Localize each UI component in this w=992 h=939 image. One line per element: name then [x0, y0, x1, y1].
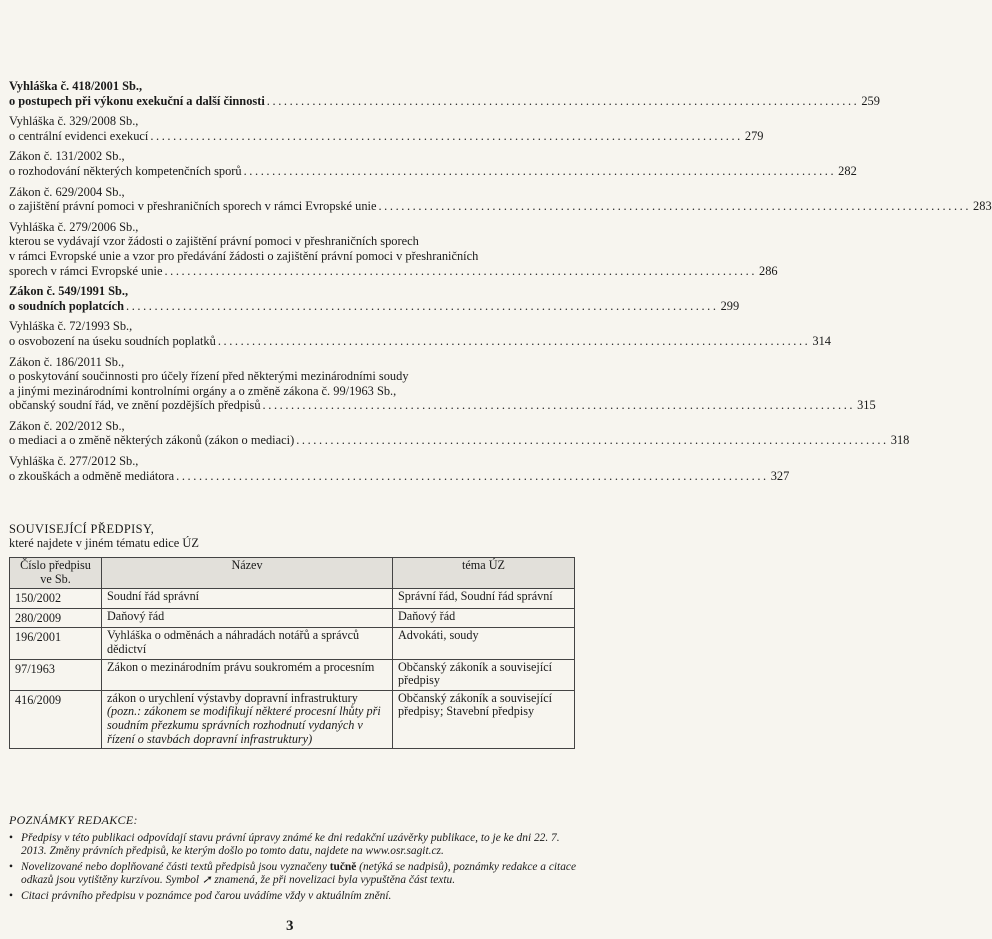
cell-name	[102, 659, 393, 690]
table-row	[10, 659, 575, 690]
note-item	[9, 832, 584, 858]
table-of-contents	[9, 79, 992, 489]
note-text-post: (netýká se nadpisů), poznámky redakce a citace odkazů jsou vytištěny kurzívou. Symbol ➚ znamená, že při novelizaci byla vypuštěna část textu.	[21, 861, 577, 887]
toc-entry	[9, 284, 740, 313]
toc-entry-line: v rámci Evropské unie a vzor pro předávání žádosti o zajištění právní pomoci v přeshraničních	[9, 248, 479, 263]
cell-number: 97/1963	[10, 659, 102, 690]
toc-entry-subject: o soudních poplatcích	[9, 298, 124, 313]
regulation-name: zákon o urychlení výstavby dopravní infrastruktury	[107, 690, 358, 705]
toc-entry-line: kterou se vydávají vzor žádosti o zajištění právní pomoci v přeshraničních sporech	[9, 234, 419, 249]
toc-page-number: 286	[759, 263, 778, 278]
toc-entry-title: Vyhláška č. 329/2008 Sb.,	[9, 114, 139, 129]
related-regulations-heading	[9, 523, 199, 551]
editorial-notes	[9, 814, 584, 907]
regulation-note: (pozn.: zákonem se modifikují některé procesní lhůty při soudním přezkumu správních rozhodnutí vydaných v řízení o stavbách dopravní infrastruktury)	[107, 704, 381, 746]
toc-entry-title: Zákon č. 202/2012 Sb.,	[9, 418, 125, 433]
note-text-bold: tučně	[329, 861, 357, 874]
column-header-topic: téma ÚZ	[393, 558, 575, 589]
cell-number: 416/2009	[10, 690, 102, 748]
toc-entry-title: Vyhláška č. 279/2006 Sb.,	[9, 219, 139, 234]
page-number: 3	[286, 918, 294, 934]
toc-page-number: 299	[720, 298, 740, 313]
bullet-icon: •	[9, 832, 13, 845]
related-title: SOUVISEJÍCÍ PŘEDPISY,	[9, 522, 155, 536]
regulation-name: Vyhláška o odměnách a náhradách notářů a správců dědictví	[107, 628, 360, 656]
bullet-icon: •	[9, 890, 13, 903]
toc-page-number: 283	[973, 199, 992, 214]
note-text	[21, 861, 584, 887]
leader-dots: ........................................................................................................	[217, 333, 811, 348]
toc-entry-subject: o mediaci a o změně některých zákonů (zákon o mediaci)	[9, 433, 295, 448]
regulation-name: Zákon o mezinárodním právu soukromém a procesním	[107, 659, 375, 674]
bullet-icon: •	[9, 861, 13, 874]
cell-number: 280/2009	[10, 608, 102, 628]
leader-dots: ........................................................................................................	[266, 93, 860, 108]
toc-entry-title: Vyhláška č. 277/2012 Sb.,	[9, 454, 139, 469]
toc-entry-subject: o centrální evidenci exekucí	[9, 128, 149, 143]
toc-entry	[9, 149, 857, 178]
cell-name	[102, 608, 393, 628]
toc-entry-subject: o osvobození na úseku soudních poplatků	[9, 333, 216, 348]
note-item	[9, 890, 584, 903]
table-row	[10, 628, 575, 659]
toc-entry-title: Vyhláška č. 72/1993 Sb.,	[9, 319, 133, 334]
toc-page-number: 315	[857, 398, 876, 413]
cell-topic: Advokáti, soudy	[393, 628, 575, 659]
toc-entry-subject: sporech v rámci Evropské unie	[9, 263, 163, 278]
toc-page-number: 314	[812, 333, 831, 348]
column-header-name: Název	[102, 558, 393, 589]
table-header-row	[10, 558, 575, 589]
leader-dots: ........................................................................................................	[164, 263, 758, 278]
cell-name	[102, 690, 393, 748]
leader-dots: ........................................................................................................	[378, 199, 972, 214]
toc-entry-line: o poskytování součinnosti pro účely řízení před některými mezinárodními soudy	[9, 369, 409, 384]
leader-dots: ........................................................................................................	[126, 298, 719, 313]
toc-entry	[9, 219, 778, 278]
cell-topic: Daňový řád	[393, 608, 575, 628]
toc-entry-subject: o zkouškách a odměně mediátora	[9, 468, 175, 483]
toc-entry-title: Vyhláška č. 418/2001 Sb.,	[9, 79, 143, 93]
table-row	[10, 690, 575, 748]
cell-number: 196/2001	[10, 628, 102, 659]
toc-entry	[9, 79, 880, 108]
cell-topic: Správní řád, Soudní řád správní	[393, 589, 575, 609]
toc-entry-subject: o rozhodování některých kompetenčních sporů	[9, 163, 242, 178]
toc-page-number: 279	[744, 128, 764, 143]
cell-number: 150/2002	[10, 589, 102, 609]
leader-dots: ........................................................................................................	[296, 433, 889, 448]
toc-entry-subject: o zajištění právní pomoci v přeshraničních sporech v rámci Evropské unie	[9, 199, 377, 214]
note-text-pre: Novelizované nebo doplňované části textů předpisů jsou vyznačeny	[21, 861, 330, 874]
toc-entry	[9, 114, 764, 143]
toc-page-number: 259	[861, 93, 880, 108]
table-row	[10, 608, 575, 628]
toc-entry-subject: o postupech při výkonu exekuční a další činnosti	[9, 93, 265, 108]
column-header-number: Číslo předpisu ve Sb.	[10, 558, 102, 589]
leader-dots: ........................................................................................................	[243, 163, 837, 178]
cell-name	[102, 589, 393, 609]
leader-dots: ........................................................................................................	[176, 468, 769, 483]
toc-entry	[9, 319, 831, 348]
cell-topic: Občanský zákoník a související předpisy; Stavební předpisy	[393, 690, 575, 748]
leader-dots: ........................................................................................................	[150, 128, 743, 143]
toc-entry	[9, 418, 910, 448]
cell-name	[102, 628, 393, 659]
toc-entry-title: Zákon č. 131/2002 Sb.,	[9, 149, 125, 164]
table-row	[10, 589, 575, 609]
toc-entry-title: Zákon č. 629/2004 Sb.,	[9, 184, 125, 199]
leader-dots: ........................................................................................................	[262, 398, 856, 413]
toc-entry	[9, 454, 790, 483]
toc-entry-title: Zákon č. 549/1991 Sb.,	[9, 284, 129, 299]
related-subtitle: které najdete v jiném tématu edice ÚZ	[9, 535, 199, 550]
toc-page-number: 327	[770, 468, 790, 483]
toc-entry-subject: občanský soudní řád, ve znění pozdějších předpisů	[9, 398, 261, 413]
note-text: Předpisy v této publikaci odpovídají stavu právní úpravy známé ke dni redakční uzávěrky publikace, to je ke dni 22. 7. 2013. Změny právních předpisů, ke kterým došlo po tomto datu, najdete na www.osr.sagit.cz.	[21, 832, 560, 858]
related-regulations-table	[9, 557, 575, 749]
toc-entry-title: Zákon č. 186/2011 Sb.,	[9, 354, 125, 369]
toc-page-number: 282	[838, 163, 857, 178]
note-item	[9, 861, 584, 887]
note-text: Citaci právního předpisu v poznámce pod čarou uvádíme vždy v aktuálním znění.	[21, 890, 392, 903]
toc-entry	[9, 184, 992, 214]
toc-entry	[9, 354, 876, 413]
cell-topic: Občanský zákoník a související předpisy	[393, 659, 575, 690]
regulation-name: Soudní řád správní	[107, 589, 200, 604]
regulation-name: Daňový řád	[107, 608, 165, 623]
toc-entry-line: a jinými mezinárodními kontrolními orgány a o změně zákona č. 99/1963 Sb.,	[9, 383, 397, 398]
toc-page-number: 318	[890, 433, 910, 448]
notes-title: POZNÁMKY REDAKCE:	[9, 813, 138, 827]
